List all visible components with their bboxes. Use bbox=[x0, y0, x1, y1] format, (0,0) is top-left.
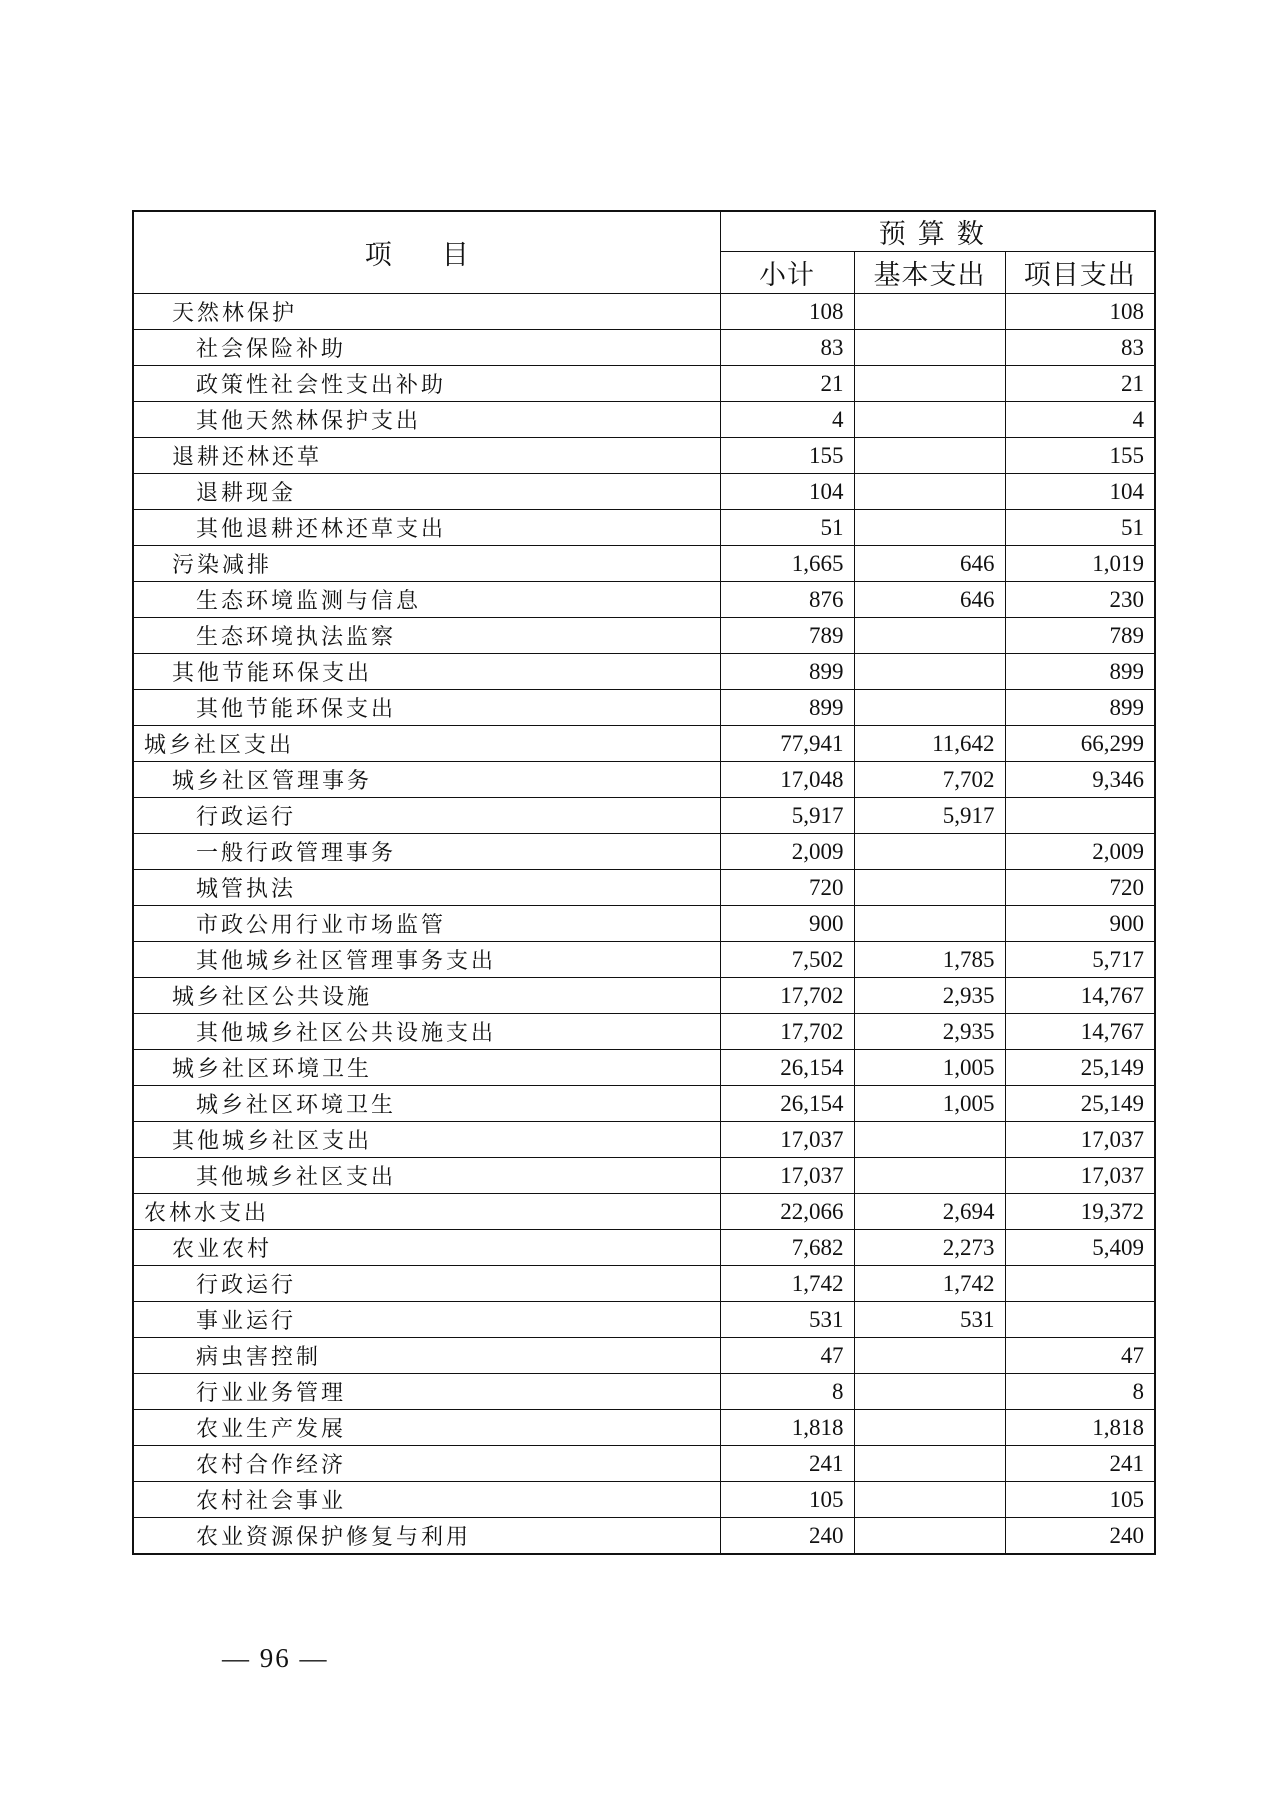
row-project: 5,717 bbox=[1005, 942, 1155, 978]
row-name: 政策性社会性支出补助 bbox=[133, 366, 720, 402]
header-subtotal: 小计 bbox=[720, 252, 854, 294]
row-project: 17,037 bbox=[1005, 1122, 1155, 1158]
row-project bbox=[1005, 798, 1155, 834]
row-subtotal: 17,037 bbox=[720, 1122, 854, 1158]
row-basic bbox=[854, 330, 1005, 366]
row-project: 8 bbox=[1005, 1374, 1155, 1410]
row-basic bbox=[854, 1374, 1005, 1410]
row-subtotal: 876 bbox=[720, 582, 854, 618]
row-subtotal: 26,154 bbox=[720, 1050, 854, 1086]
table-row bbox=[133, 870, 1155, 906]
row-subtotal: 5,917 bbox=[720, 798, 854, 834]
row-name: 农林水支出 bbox=[133, 1194, 720, 1230]
row-basic bbox=[854, 1158, 1005, 1194]
row-basic: 2,935 bbox=[854, 978, 1005, 1014]
row-name: 其他退耕还林还草支出 bbox=[133, 510, 720, 546]
row-subtotal: 899 bbox=[720, 690, 854, 726]
row-name: 农业农村 bbox=[133, 1230, 720, 1266]
row-basic bbox=[854, 510, 1005, 546]
row-basic: 1,005 bbox=[854, 1050, 1005, 1086]
row-subtotal: 108 bbox=[720, 294, 854, 330]
row-name: 农业资源保护修复与利用 bbox=[133, 1518, 720, 1555]
row-project: 900 bbox=[1005, 906, 1155, 942]
row-subtotal: 1,742 bbox=[720, 1266, 854, 1302]
row-subtotal: 8 bbox=[720, 1374, 854, 1410]
row-project: 25,149 bbox=[1005, 1086, 1155, 1122]
table-header bbox=[133, 211, 1155, 294]
row-name: 市政公用行业市场监管 bbox=[133, 906, 720, 942]
row-subtotal: 17,037 bbox=[720, 1158, 854, 1194]
table-row bbox=[133, 294, 1155, 330]
row-basic: 7,702 bbox=[854, 762, 1005, 798]
row-basic bbox=[854, 402, 1005, 438]
page-number: — 96 — bbox=[222, 1643, 329, 1673]
row-name: 社会保险补助 bbox=[133, 330, 720, 366]
row-subtotal: 22,066 bbox=[720, 1194, 854, 1230]
table-row bbox=[133, 1482, 1155, 1518]
table-row bbox=[133, 474, 1155, 510]
table-row bbox=[133, 1050, 1155, 1086]
table-row bbox=[133, 366, 1155, 402]
table-row bbox=[133, 1518, 1155, 1555]
row-name: 生态环境监测与信息 bbox=[133, 582, 720, 618]
row-name: 城乡社区环境卫生 bbox=[133, 1086, 720, 1122]
row-project: 1,019 bbox=[1005, 546, 1155, 582]
row-basic: 1,005 bbox=[854, 1086, 1005, 1122]
row-name: 行政运行 bbox=[133, 798, 720, 834]
row-project: 14,767 bbox=[1005, 1014, 1155, 1050]
table-row bbox=[133, 1194, 1155, 1230]
budget-table-container bbox=[132, 210, 1154, 1555]
table-row bbox=[133, 618, 1155, 654]
row-name: 城乡社区支出 bbox=[133, 726, 720, 762]
row-subtotal: 47 bbox=[720, 1338, 854, 1374]
row-project: 1,818 bbox=[1005, 1410, 1155, 1446]
row-name: 农业生产发展 bbox=[133, 1410, 720, 1446]
row-basic: 2,694 bbox=[854, 1194, 1005, 1230]
row-subtotal: 7,502 bbox=[720, 942, 854, 978]
row-project: 104 bbox=[1005, 474, 1155, 510]
row-basic bbox=[854, 1446, 1005, 1482]
row-project: 789 bbox=[1005, 618, 1155, 654]
row-name: 城乡社区环境卫生 bbox=[133, 1050, 720, 1086]
row-name: 行政运行 bbox=[133, 1266, 720, 1302]
row-basic bbox=[854, 834, 1005, 870]
row-name: 退耕还林还草 bbox=[133, 438, 720, 474]
row-subtotal: 51 bbox=[720, 510, 854, 546]
budget-table bbox=[132, 210, 1156, 1555]
row-project: 66,299 bbox=[1005, 726, 1155, 762]
row-subtotal: 17,048 bbox=[720, 762, 854, 798]
row-basic: 531 bbox=[854, 1302, 1005, 1338]
row-basic bbox=[854, 294, 1005, 330]
row-basic bbox=[854, 1338, 1005, 1374]
row-subtotal: 83 bbox=[720, 330, 854, 366]
row-project: 2,009 bbox=[1005, 834, 1155, 870]
row-basic bbox=[854, 366, 1005, 402]
row-basic bbox=[854, 654, 1005, 690]
row-subtotal: 77,941 bbox=[720, 726, 854, 762]
row-project: 14,767 bbox=[1005, 978, 1155, 1014]
table-row bbox=[133, 330, 1155, 366]
row-project: 241 bbox=[1005, 1446, 1155, 1482]
table-row bbox=[133, 834, 1155, 870]
row-name: 污染减排 bbox=[133, 546, 720, 582]
row-project: 899 bbox=[1005, 690, 1155, 726]
table-row bbox=[133, 798, 1155, 834]
row-name: 天然林保护 bbox=[133, 294, 720, 330]
row-project: 17,037 bbox=[1005, 1158, 1155, 1194]
row-project: 9,346 bbox=[1005, 762, 1155, 798]
row-name: 病虫害控制 bbox=[133, 1338, 720, 1374]
row-basic bbox=[854, 1410, 1005, 1446]
row-subtotal: 241 bbox=[720, 1446, 854, 1482]
row-name: 一般行政管理事务 bbox=[133, 834, 720, 870]
table-row bbox=[133, 438, 1155, 474]
table-row bbox=[133, 546, 1155, 582]
table-row bbox=[133, 978, 1155, 1014]
row-name: 退耕现金 bbox=[133, 474, 720, 510]
row-subtotal: 720 bbox=[720, 870, 854, 906]
table-row bbox=[133, 1014, 1155, 1050]
row-project: 19,372 bbox=[1005, 1194, 1155, 1230]
row-project: 240 bbox=[1005, 1518, 1155, 1555]
row-basic bbox=[854, 870, 1005, 906]
table-row bbox=[133, 510, 1155, 546]
row-subtotal: 2,009 bbox=[720, 834, 854, 870]
row-basic bbox=[854, 1482, 1005, 1518]
row-name: 生态环境执法监察 bbox=[133, 618, 720, 654]
row-project: 155 bbox=[1005, 438, 1155, 474]
table-row bbox=[133, 1302, 1155, 1338]
row-project bbox=[1005, 1266, 1155, 1302]
row-basic bbox=[854, 1518, 1005, 1555]
row-name: 城乡社区管理事务 bbox=[133, 762, 720, 798]
row-project: 720 bbox=[1005, 870, 1155, 906]
table-row bbox=[133, 1374, 1155, 1410]
row-name: 农村社会事业 bbox=[133, 1482, 720, 1518]
row-basic: 646 bbox=[854, 582, 1005, 618]
row-name: 其他城乡社区支出 bbox=[133, 1122, 720, 1158]
row-subtotal: 105 bbox=[720, 1482, 854, 1518]
row-subtotal: 26,154 bbox=[720, 1086, 854, 1122]
table-row bbox=[133, 690, 1155, 726]
row-basic: 1,742 bbox=[854, 1266, 1005, 1302]
row-subtotal: 900 bbox=[720, 906, 854, 942]
row-basic bbox=[854, 906, 1005, 942]
row-name: 农村合作经济 bbox=[133, 1446, 720, 1482]
row-subtotal: 240 bbox=[720, 1518, 854, 1555]
row-name: 行业业务管理 bbox=[133, 1374, 720, 1410]
row-project: 51 bbox=[1005, 510, 1155, 546]
row-name: 城乡社区公共设施 bbox=[133, 978, 720, 1014]
table-row bbox=[133, 582, 1155, 618]
header-project: 项目支出 bbox=[1005, 252, 1155, 294]
row-name: 其他节能环保支出 bbox=[133, 654, 720, 690]
row-subtotal: 104 bbox=[720, 474, 854, 510]
header-item: 项目 bbox=[133, 211, 720, 294]
row-project: 105 bbox=[1005, 1482, 1155, 1518]
table-row bbox=[133, 654, 1155, 690]
row-name: 其他天然林保护支出 bbox=[133, 402, 720, 438]
row-subtotal: 1,665 bbox=[720, 546, 854, 582]
row-name: 其他城乡社区支出 bbox=[133, 1158, 720, 1194]
row-project: 899 bbox=[1005, 654, 1155, 690]
table-row bbox=[133, 1446, 1155, 1482]
row-project: 83 bbox=[1005, 330, 1155, 366]
row-basic bbox=[854, 438, 1005, 474]
row-basic: 646 bbox=[854, 546, 1005, 582]
row-name: 事业运行 bbox=[133, 1302, 720, 1338]
row-basic: 1,785 bbox=[854, 942, 1005, 978]
row-subtotal: 21 bbox=[720, 366, 854, 402]
header-basic: 基本支出 bbox=[854, 252, 1005, 294]
row-name: 城管执法 bbox=[133, 870, 720, 906]
row-basic: 2,273 bbox=[854, 1230, 1005, 1266]
row-subtotal: 155 bbox=[720, 438, 854, 474]
header-budget: 预算数 bbox=[720, 211, 1155, 252]
table-row bbox=[133, 762, 1155, 798]
row-project: 4 bbox=[1005, 402, 1155, 438]
row-subtotal: 531 bbox=[720, 1302, 854, 1338]
table-row bbox=[133, 1230, 1155, 1266]
row-subtotal: 1,818 bbox=[720, 1410, 854, 1446]
row-project: 230 bbox=[1005, 582, 1155, 618]
row-basic bbox=[854, 618, 1005, 654]
row-project: 25,149 bbox=[1005, 1050, 1155, 1086]
row-project: 108 bbox=[1005, 294, 1155, 330]
row-name: 其他城乡社区公共设施支出 bbox=[133, 1014, 720, 1050]
table-row bbox=[133, 1122, 1155, 1158]
row-subtotal: 789 bbox=[720, 618, 854, 654]
row-basic bbox=[854, 1122, 1005, 1158]
row-basic: 11,642 bbox=[854, 726, 1005, 762]
row-subtotal: 17,702 bbox=[720, 978, 854, 1014]
row-project: 47 bbox=[1005, 1338, 1155, 1374]
table-row bbox=[133, 402, 1155, 438]
row-basic bbox=[854, 474, 1005, 510]
table-row bbox=[133, 1158, 1155, 1194]
row-subtotal: 17,702 bbox=[720, 1014, 854, 1050]
row-project bbox=[1005, 1302, 1155, 1338]
row-name: 其他城乡社区管理事务支出 bbox=[133, 942, 720, 978]
row-basic bbox=[854, 690, 1005, 726]
table-row bbox=[133, 906, 1155, 942]
row-project: 21 bbox=[1005, 366, 1155, 402]
row-subtotal: 7,682 bbox=[720, 1230, 854, 1266]
row-project: 5,409 bbox=[1005, 1230, 1155, 1266]
row-basic: 2,935 bbox=[854, 1014, 1005, 1050]
row-subtotal: 899 bbox=[720, 654, 854, 690]
table-row bbox=[133, 1266, 1155, 1302]
table-row bbox=[133, 1410, 1155, 1446]
table-body bbox=[133, 294, 1155, 1555]
table-row bbox=[133, 1086, 1155, 1122]
row-subtotal: 4 bbox=[720, 402, 854, 438]
row-name: 其他节能环保支出 bbox=[133, 690, 720, 726]
row-basic: 5,917 bbox=[854, 798, 1005, 834]
table-row bbox=[133, 942, 1155, 978]
table-row bbox=[133, 726, 1155, 762]
table-row bbox=[133, 1338, 1155, 1374]
